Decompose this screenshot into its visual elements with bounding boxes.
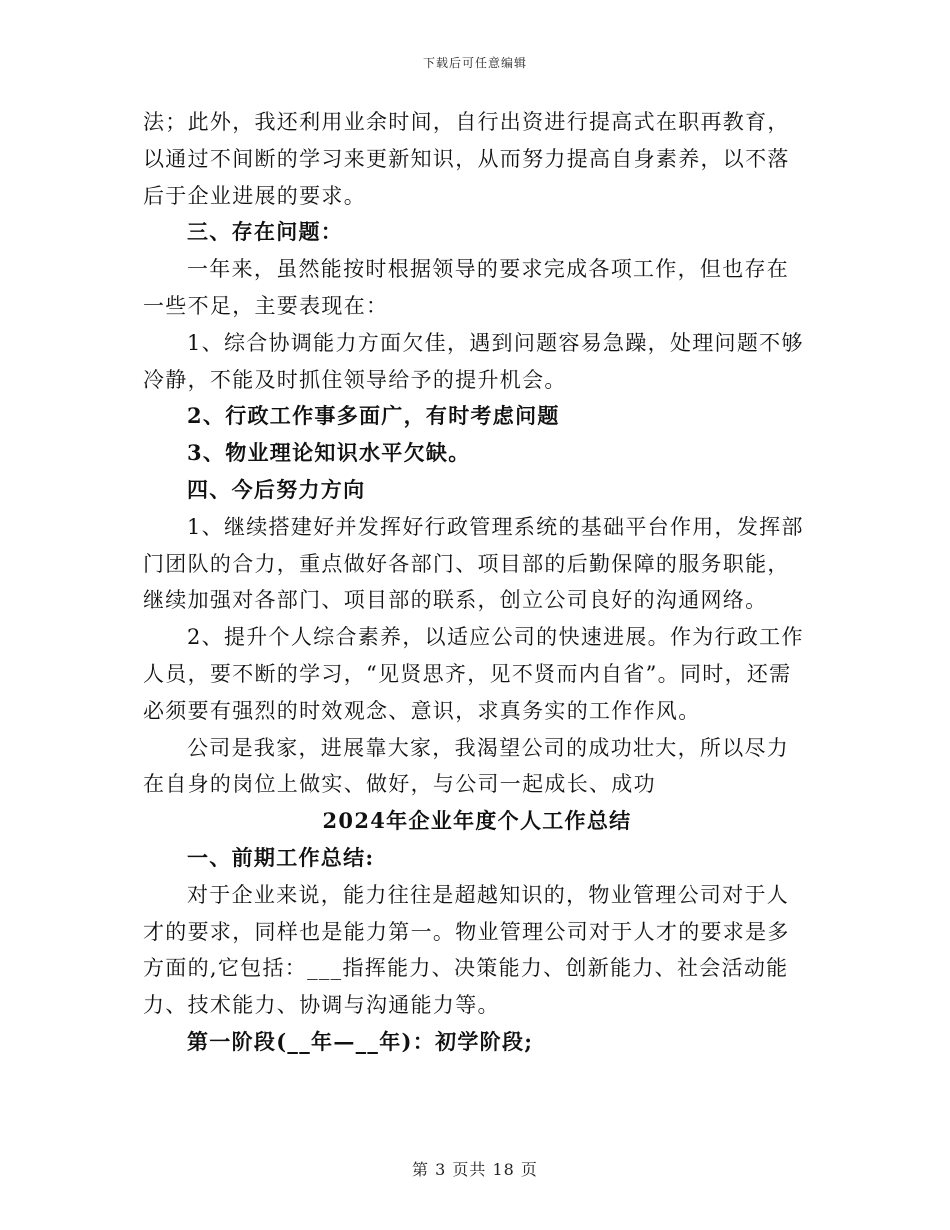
section-heading-summary: 一、前期工作总结:	[187, 844, 375, 870]
paragraph-problem-3: 3、物业理论知识水平欠缺。	[187, 440, 471, 466]
section-heading-direction: 四、今后努力方向	[187, 476, 366, 502]
paragraph-closing: 公司是我家，进展靠大家，我渴望公司的成功壮大，所以尽力在自身的岗位上做实、做好，与公司一起成长、成功	[143, 735, 790, 797]
paragraph-summary: 对于企业来说，能力往往是超越知识的，物业管理公司对于人才的要求，同样也是能力第一。物业管理公司对于人才的要求是多方面的,它包括：___指挥能力、决策能力、创新能力、社会活动能力、技术能力、协调与沟通能力等。	[143, 882, 790, 1018]
paragraph-stage-1: 第一阶段(__年—__年)：初学阶段;	[187, 1028, 534, 1054]
paragraph-direction-1: 1、继续搭建好并发挥好行政管理系统的基础平台作用，发挥部门团队的合力，重点做好各部门、项目部的后勤保障的服务职能，继续加强对各部门、项目部的联系，创立公司良好的沟通网络。	[143, 514, 804, 613]
page-header: 下载后可任意编辑	[422, 56, 527, 70]
document-title: 2024年企业年度个人工作总结	[322, 808, 632, 834]
paragraph-problems-intro: 一年来，虽然能按时根据领导的要求完成各项工作，但也存在一些不足，主要表现在：	[143, 257, 790, 318]
paragraph-continuation: 法；此外，我还利用业余时间，自行出资进行提高式在职再教育，以通过不间断的学习来更新知识，从而努力提高自身素养，以不落后于企业进展的要求。	[143, 110, 790, 208]
paragraph-problem-1: 1、综合协调能力方面欠佳，遇到问题容易急躁，处理问题不够冷静，不能及时抓住领导给予的提升机会。	[143, 330, 804, 392]
paragraph-direction-2: 2、提升个人综合素养，以适应公司的快速进展。作为行政工作人员，要不断的学习，“见贤思齐，见不贤而内自省”。同时，还需必须要有强烈的时效观念、意识，求真务实的工作作风。	[143, 625, 804, 723]
paragraph-problem-2: 2、行政工作事多面广，有时考虑问题	[187, 403, 560, 429]
section-heading-problems: 三、存在问题：	[187, 219, 344, 245]
page-footer: 第 3 页共 18 页	[412, 1160, 538, 1179]
document-body	[143, 104, 811, 1061]
